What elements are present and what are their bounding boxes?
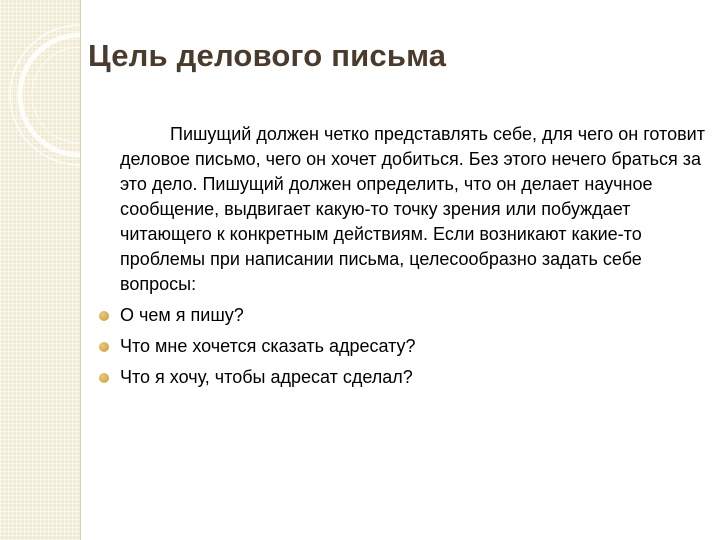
question-list (99, 303, 715, 390)
bullet-icon (99, 342, 109, 352)
bullet-text: Что я хочу, чтобы адресат сделал? (120, 367, 413, 387)
band-divider (80, 0, 81, 540)
bullet-text: О чем я пишу? (120, 305, 244, 325)
decorative-side-band (0, 0, 80, 540)
bullet-icon (99, 373, 109, 383)
slide-title: Цель делового письма (88, 38, 447, 73)
list-item (99, 334, 715, 359)
bullet-text: Что мне хочется сказать адресату? (120, 336, 416, 356)
arc-ornament-icon (0, 0, 80, 540)
bullet-icon (99, 311, 109, 321)
list-item (99, 365, 715, 390)
list-item (99, 303, 715, 328)
slide-body (99, 122, 715, 390)
body-paragraph: Пишущий должен четко представлять себе, для чего он готовит деловое письмо, чего он хочет добиться. Без этого нечего браться за это дело. Пишущий должен определить, что он делает научное сообщение, выдвигает какую-то точку зрения или побуждает читающего к конкретным действиям. Если возникают какие-то проблемы при написании письма, целесообразно задать себе вопросы: (120, 124, 705, 294)
